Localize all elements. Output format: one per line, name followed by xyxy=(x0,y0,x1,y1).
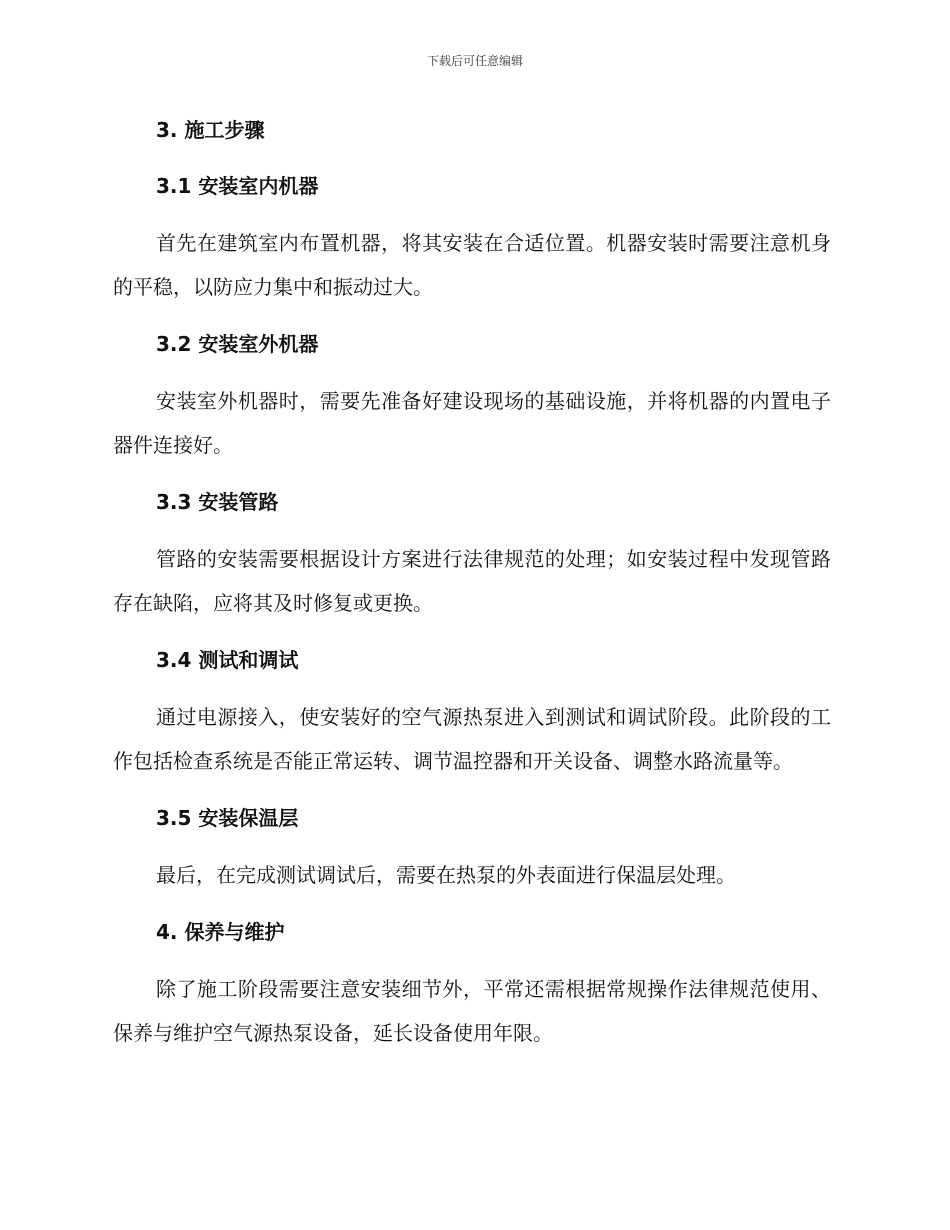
section-paragraph: 管路的安装需要根据设计方案进行法律规范的处理；如安装过程中发现管路存在缺陷，应将其及时修复或更换。 xyxy=(113,547,831,615)
document-body xyxy=(113,109,831,1055)
section-heading: 3.2 安装室外机器 xyxy=(156,332,319,356)
section-paragraph: 最后，在完成测试调试后，需要在热泵的外表面进行保温层处理。 xyxy=(156,863,736,887)
section-heading: 3.1 安装室内机器 xyxy=(156,174,319,198)
section-heading: 4. 保养与维护 xyxy=(156,920,285,944)
section-heading: 3.5 安装保温层 xyxy=(156,806,299,830)
section-paragraph: 首先在建筑室内布置机器，将其安装在合适位置。机器安装时需要注意机身的平稳，以防应力集中和振动过大。 xyxy=(113,231,831,299)
section-paragraph: 除了施工阶段需要注意安装细节外，平常还需根据常规操作法律规范使用、保养与维护空气源热泵设备，延长设备使用年限。 xyxy=(113,977,831,1045)
page-header: 下载后可任意编辑 xyxy=(426,54,523,68)
section-paragraph: 通过电源接入，使安装好的空气源热泵进入到测试和调试阶段。此阶段的工作包括检查系统是否能正常运转、调节温控器和开关设备、调整水路流量等。 xyxy=(113,705,831,773)
section-heading: 3. 施工步骤 xyxy=(156,118,265,142)
section-heading: 3.3 安装管路 xyxy=(156,490,279,514)
section-paragraph: 安装室外机器时，需要先准备好建设现场的基础设施，并将机器的内置电子器件连接好。 xyxy=(113,389,831,457)
section-heading: 3.4 测试和调试 xyxy=(156,648,299,672)
